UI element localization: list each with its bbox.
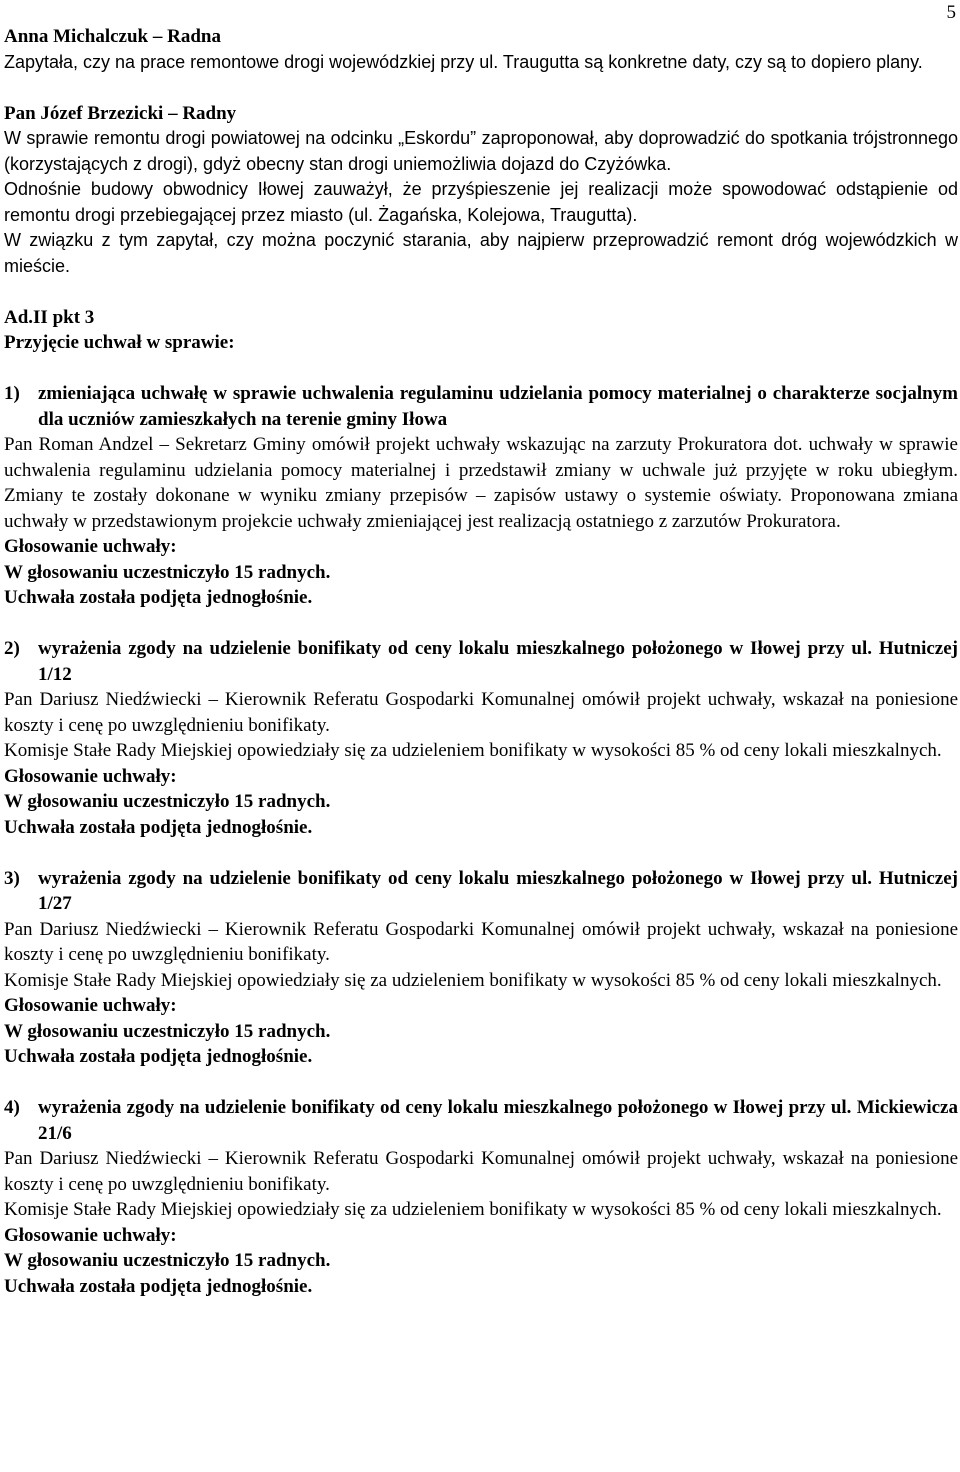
item-number: 2) — [4, 638, 20, 659]
item-paragraph: Pan Dariusz Niedźwiecki – Kierownik Referatu Gospodarki Komunalnej omówił projekt uchwały, wskazał na poniesione koszty i cenę po uwzględnieniu bonifikaty. — [4, 918, 958, 965]
item-title: wyrażenia zgody na udzielenie bonifikaty od ceny lokalu mieszkalnego położonego w Iłowej przy ul. Mickiewicza 21/6 — [38, 1097, 958, 1144]
vote-label: Głosowanie uchwały: — [4, 995, 177, 1016]
section-heading: Ad.II pkt 3 — [4, 306, 95, 328]
vote-count: W głosowaniu uczestniczyło 15 radnych. — [4, 1020, 331, 1042]
section-subheading: Przyjęcie uchwał w sprawie: — [4, 332, 235, 353]
item-paragraph: Komisje Stałe Rady Miejskiej opowiedziały się za udzieleniem bonifikaty w wysokości 85 % od ceny lokali mieszkalnych. — [4, 1199, 942, 1220]
item-number: 4) — [4, 1097, 20, 1118]
vote-count: W głosowaniu uczestniczyło 15 radnych. — [4, 1250, 331, 1271]
item-title: wyrażenia zgody na udzielenie bonifikaty od ceny lokalu mieszkalnego położonego w Iłowej przy ul. Hutniczej 1/12 — [38, 638, 958, 685]
item-paragraph: Komisje Stałe Rady Miejskiej opowiedziały się za udzieleniem bonifikaty w wysokości 85 % od ceny lokali mieszkalnych. — [4, 740, 942, 761]
document-body — [4, 24, 958, 1299]
speaker-name: Anna Michalczuk – Radna — [4, 26, 221, 47]
vote-result: Uchwała została podjęta jednogłośnie. — [4, 587, 313, 608]
item-title: zmieniająca uchwałę w sprawie uchwalenia regulaminu udzielania pomocy materialnej o charakterze socjalnym dla uczniów zamieszkałych na terenie gminy Iłowa — [38, 383, 958, 430]
vote-label: Głosowanie uchwały: — [4, 536, 177, 557]
vote-label: Głosowanie uchwały: — [4, 765, 177, 787]
speaker-statement: Zapytała, czy na prace remontowe drogi wojewódzkiej przy ul. Traugutta są konkretne daty, czy są to dopiero plany. — [4, 51, 923, 72]
speaker-statement: Odnośnie budowy obwodnicy Iłowej zauważył, że przyśpieszenie jej realizacji może spowodować odstąpienie od remontu drogi przebiegającej przez miasto (ul. Żagańska, Kolejowa, Traugutta). — [4, 179, 958, 225]
item-paragraph: Pan Dariusz Niedźwiecki – Kierownik Referatu Gospodarki Komunalnej omówił projekt uchwały, wskazał na poniesione koszty i cenę po uwzględnieniu bonifikaty. — [4, 1148, 958, 1195]
vote-count: W głosowaniu uczestniczyło 15 radnych. — [4, 561, 331, 583]
page-number: 5 — [946, 2, 956, 23]
item-paragraph: Pan Roman Andzel – Sekretarz Gminy omówił projekt uchwały wskazując na zarzuty Prokuratora dot. uchwały w sprawie uchwalenia regulaminu udzielania pomocy materialnej i przedstawił zmiany w uchwale już przyjęte w roku ubiegłym. Zmiany te zostały dokonane w wyniku zmiany przepisów – zapisów ustawy o systemie oświaty. Proponowana zmiana uchwały w przedstawionym projekcie uchwały zmieniającej jest realizacją ostatniego z zarzutów Prokuratora. — [4, 434, 958, 532]
speaker-statement: W związku z tym zapytał, czy można poczynić starania, aby najpierw przeprowadzić remont dróg wojewódzkich w mieście. — [4, 230, 958, 276]
vote-label: Głosowanie uchwały: — [4, 1224, 177, 1246]
vote-count: W głosowaniu uczestniczyło 15 radnych. — [4, 791, 331, 812]
resolution-title — [4, 381, 958, 432]
speaker-statement: W sprawie remontu drogi powiatowej na odcinku „Eskordu” zaproponował, aby doprowadzić do spotkania trójstronnego (korzystających z drogi), gdyż obecny stan drogi uniemożliwia dojazd do Czyżówka. — [4, 128, 958, 174]
speaker-name: Pan Józef Brzezicki – Radny — [4, 102, 237, 124]
resolution-title — [4, 636, 958, 687]
vote-result: Uchwała została podjęta jednogłośnie. — [4, 1275, 313, 1297]
vote-result: Uchwała została podjęta jednogłośnie. — [4, 1046, 313, 1067]
item-paragraph: Pan Dariusz Niedźwiecki – Kierownik Referatu Gospodarki Komunalnej omówił projekt uchwały, wskazał na poniesione koszty i cenę po uwzględnieniu bonifikaty. — [4, 689, 958, 736]
resolution-title — [4, 1095, 958, 1146]
item-paragraph: Komisje Stałe Rady Miejskiej opowiedziały się za udzieleniem bonifikaty w wysokości 85 % od ceny lokali mieszkalnych. — [4, 969, 942, 991]
resolution-title — [4, 866, 958, 917]
item-number: 1) — [4, 383, 20, 404]
item-title: wyrażenia zgody na udzielenie bonifikaty od ceny lokalu mieszkalnego położonego w Iłowej przy ul. Hutniczej 1/27 — [38, 867, 958, 914]
item-number: 3) — [4, 867, 20, 889]
vote-result: Uchwała została podjęta jednogłośnie. — [4, 816, 313, 838]
